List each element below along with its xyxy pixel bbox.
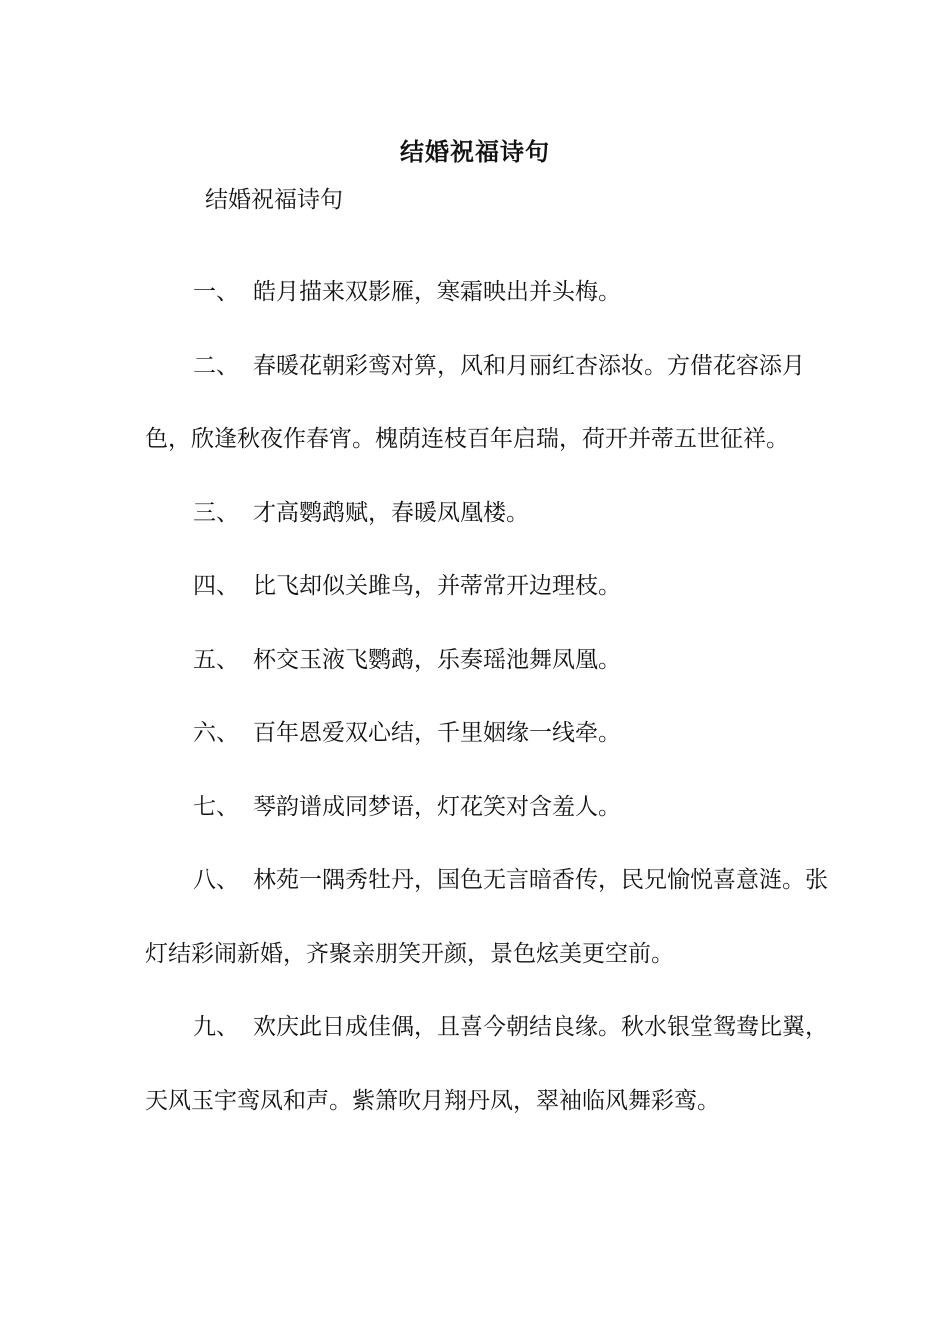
poem-item [145, 550, 835, 624]
page-subtitle: 结婚祝福诗句 [205, 187, 343, 213]
poem-item [145, 991, 835, 1138]
poem-number: 四、 [193, 573, 239, 599]
poem-item [145, 844, 835, 991]
poem-text: 才高鹦鹉赋，春暖凤凰楼。 [253, 499, 529, 526]
poem-number: 六、 [193, 720, 239, 746]
poem-number: 二、 [193, 352, 239, 379]
poem-number: 三、 [193, 499, 239, 526]
poem-item [145, 330, 835, 477]
page-title: 结婚祝福诗句 [400, 137, 550, 166]
poem-item [145, 697, 835, 771]
poem-item [145, 771, 835, 845]
poem-item [145, 256, 835, 330]
poem-number: 九、 [193, 1014, 239, 1040]
poem-text: 欢庆此日成佳偶，且喜今朝结良缘。秋水银堂鸳鸯比翼，天风玉宇鸾凤和声。紫箫吹月翔丹凤，翠袖临风舞彩鸾。 [145, 1014, 828, 1114]
poem-text: 琴韵谱成同梦语，灯花笑对含羞人。 [253, 793, 621, 820]
poem-text: 皓月描来双影雁，寒霜映出并头梅。 [253, 279, 621, 305]
poem-text: 杯交玉液飞鹦鹉，乐奏瑶池舞凤凰。 [253, 646, 621, 673]
poem-number: 五、 [193, 646, 239, 673]
poem-text: 比飞却似关雎鸟，并蒂常开边理枝。 [253, 573, 621, 599]
poem-number: 一、 [193, 279, 239, 305]
poem-number: 七、 [193, 793, 239, 820]
poem-item [145, 624, 835, 698]
poem-text: 春暖花朝彩鸾对箅，风和月丽红杏添妆。方借花容添月色，欣逢秋夜作春宵。槐荫连枝百年启瑞，荷开并蒂五世征祥。 [145, 352, 805, 452]
poem-item [145, 477, 835, 551]
poem-number: 八、 [193, 867, 239, 893]
poem-text: 百年恩爱双心结，千里姻缘一线牵。 [253, 720, 621, 746]
poem-text: 林苑一隅秀牡丹，国色无言暗香传，民兄愉悦喜意涟。张灯结彩闹新婚，齐聚亲朋笑开颜，景色炫美更空前。 [145, 867, 828, 967]
poem-list [145, 256, 835, 1138]
